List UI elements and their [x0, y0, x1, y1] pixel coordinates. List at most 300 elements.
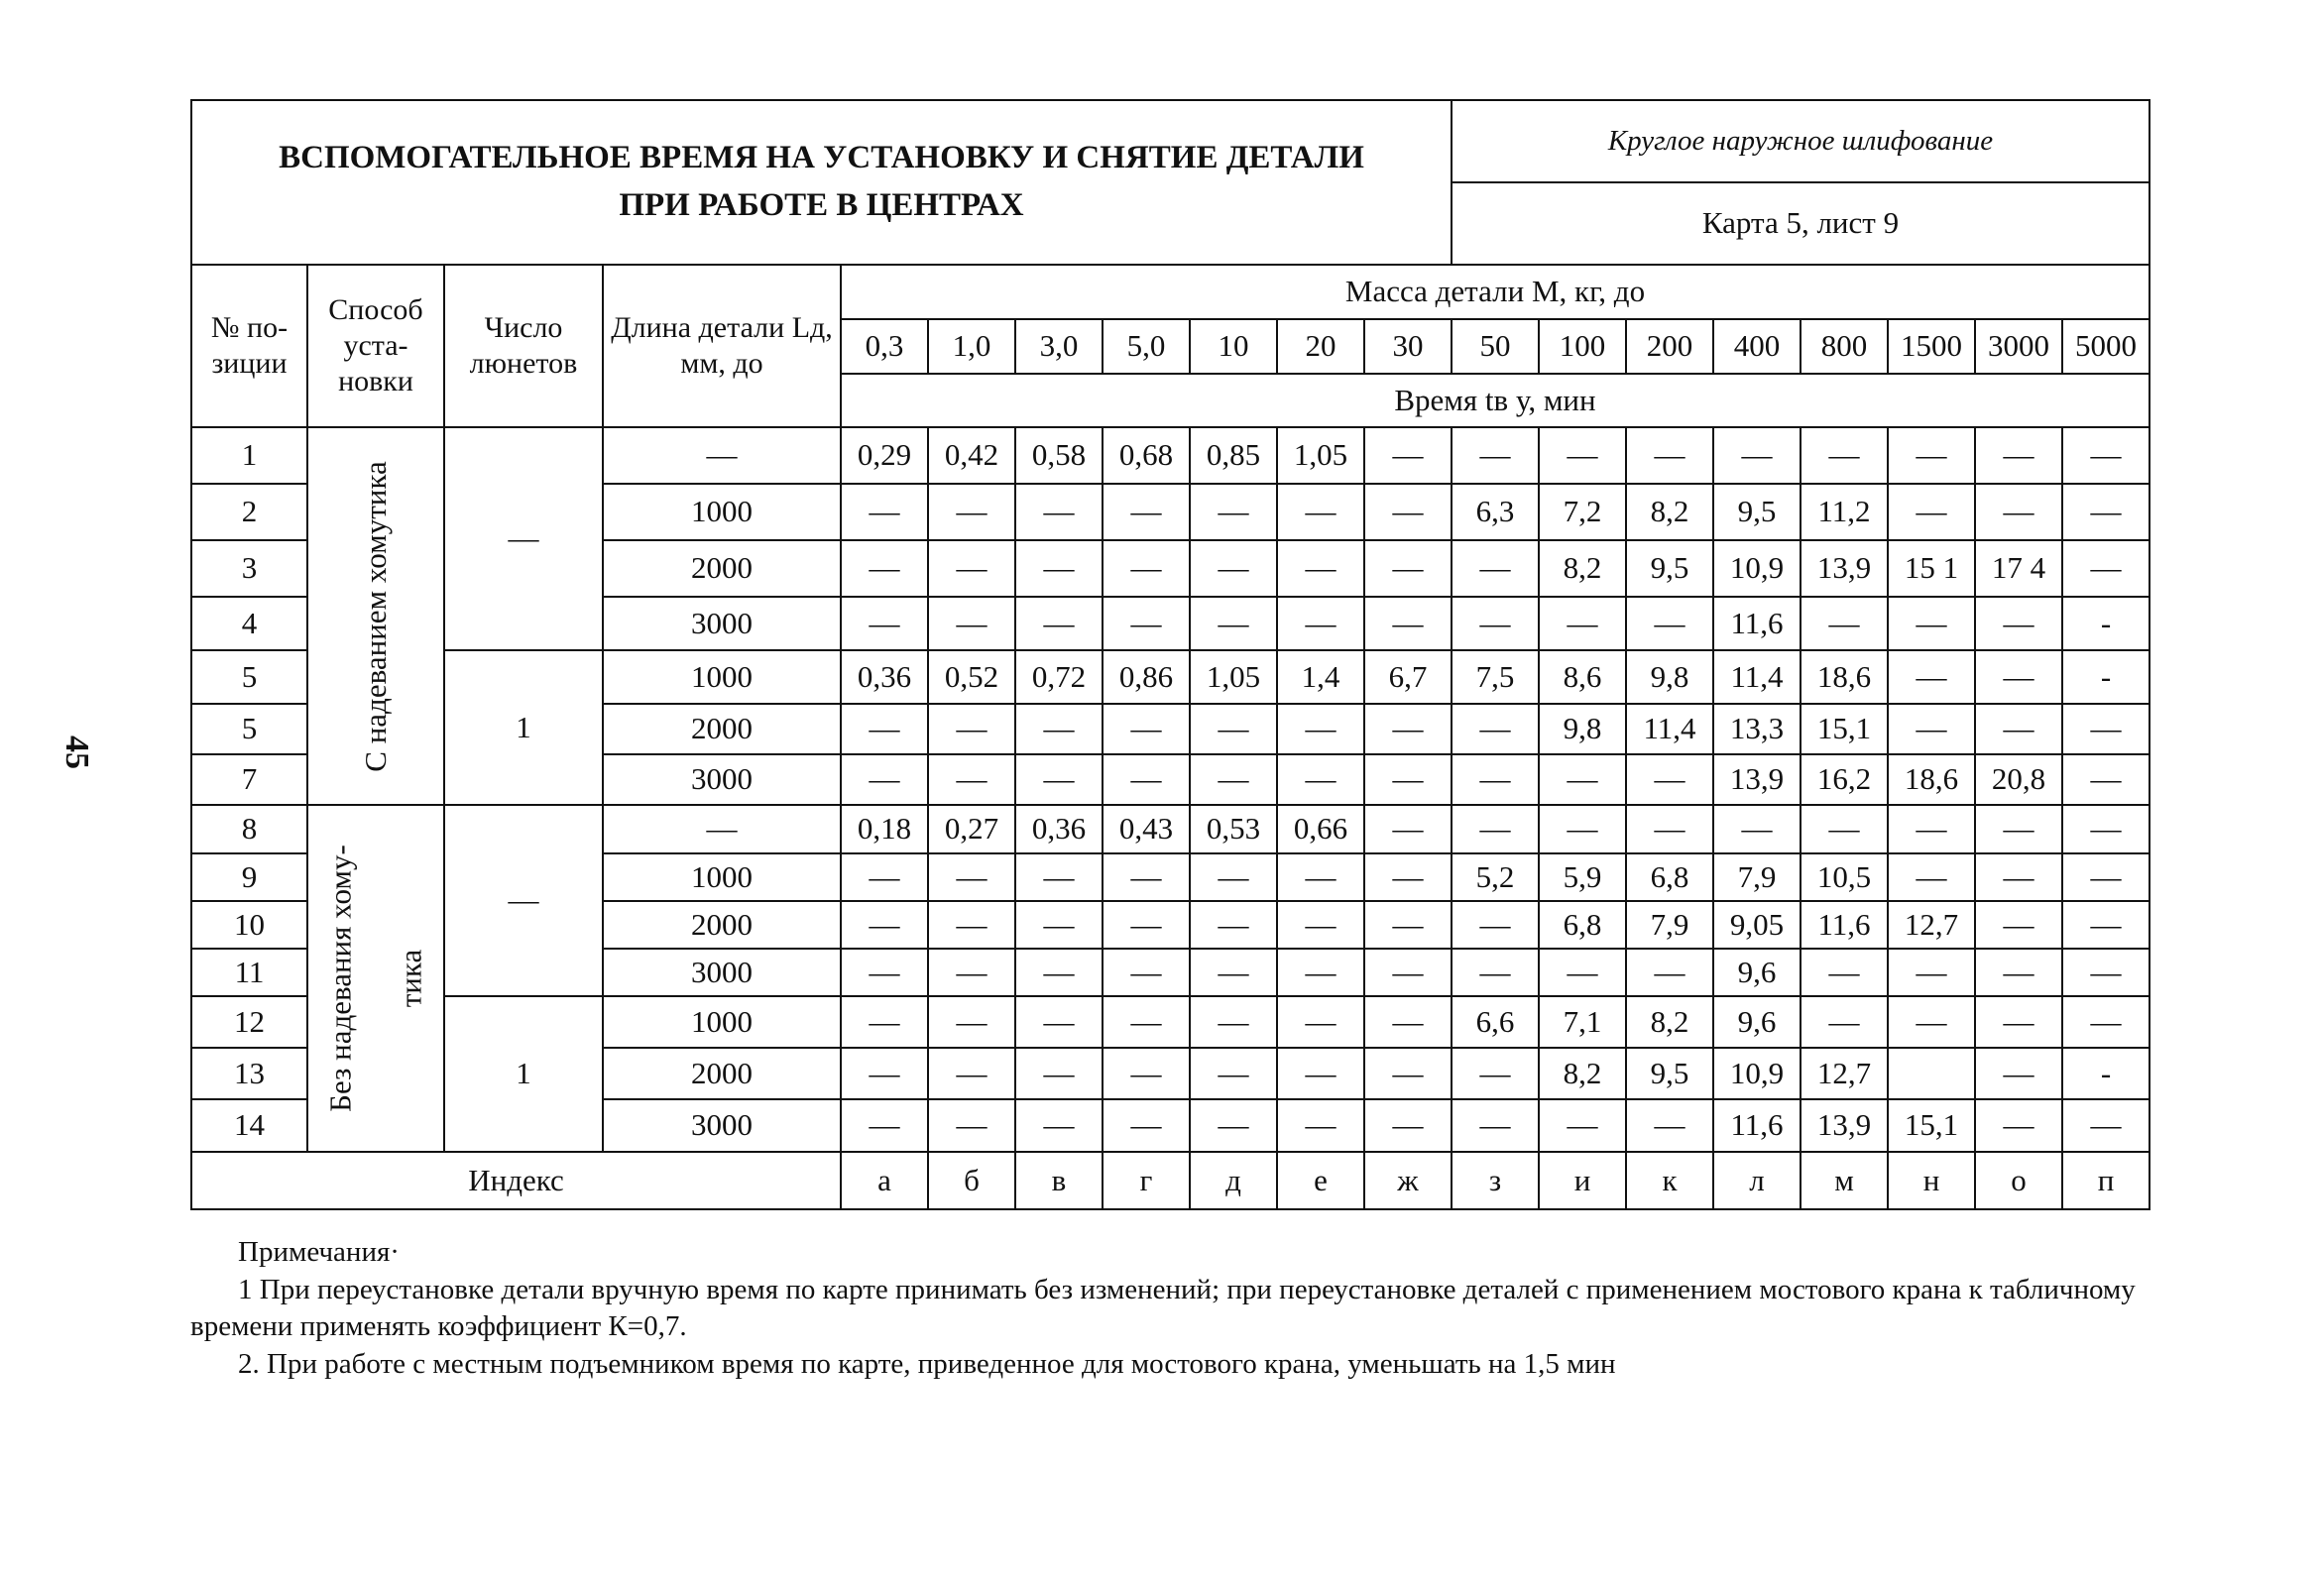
- time-value-cell: —: [1801, 949, 1888, 996]
- length-cell: —: [603, 805, 841, 853]
- position-cell: 12: [191, 996, 307, 1048]
- time-value-cell: —: [841, 853, 928, 901]
- card-number: Карта 5, лист 9: [1452, 182, 2150, 265]
- notes-title: Примечания·: [238, 1236, 400, 1268]
- time-value-cell: 0,52: [928, 650, 1015, 704]
- time-value-cell: —: [1015, 484, 1103, 540]
- time-value-cell: 0,58: [1015, 427, 1103, 484]
- time-value-cell: 0,66: [1277, 805, 1364, 853]
- time-value-cell: —: [1975, 597, 2062, 650]
- mass-value-header: 20: [1277, 319, 1364, 374]
- index-letter: и: [1539, 1152, 1626, 1209]
- length-cell: 2000: [603, 901, 841, 949]
- index-letter: е: [1277, 1152, 1364, 1209]
- time-value-cell: —: [1190, 1048, 1277, 1099]
- time-value-cell: 0,86: [1103, 650, 1190, 704]
- index-letter: д: [1190, 1152, 1277, 1209]
- time-value-cell: —: [1103, 1099, 1190, 1152]
- position-cell: 14: [191, 1099, 307, 1152]
- time-value-cell: —: [1015, 996, 1103, 1048]
- mass-value-header: 3,0: [1015, 319, 1103, 374]
- note-1: 1 При переустановке детали вручную время по карте принимать без изменений; при переустановке деталей с применением мостового крана к табличному времени применять коэффициент К=0,7.: [190, 1273, 2136, 1343]
- time-value-cell: -: [2062, 650, 2150, 704]
- length-cell: 1000: [603, 650, 841, 704]
- mass-value-header: 100: [1539, 319, 1626, 374]
- time-value-cell: [1888, 1048, 1975, 1099]
- length-cell: 2000: [603, 540, 841, 597]
- time-value-cell: —: [928, 1048, 1015, 1099]
- time-value-cell: —: [1015, 597, 1103, 650]
- length-cell: 3000: [603, 597, 841, 650]
- length-cell: 1000: [603, 484, 841, 540]
- title-line-2: ПРИ РАБОТЕ В ЦЕНТРАХ: [619, 187, 1024, 223]
- time-value-cell: —: [1364, 853, 1452, 901]
- time-value-cell: 8,2: [1626, 996, 1713, 1048]
- time-value-cell: —: [928, 901, 1015, 949]
- time-value-cell: —: [1975, 704, 2062, 754]
- mass-value-header: 800: [1801, 319, 1888, 374]
- title-line-1: ВСПОМОГАТЕЛЬНОЕ ВРЕМЯ НА УСТАНОВКУ И СНЯТИЕ ДЕТАЛИ: [279, 140, 1364, 176]
- time-value-cell: 12,7: [1888, 901, 1975, 949]
- time-value-cell: —: [1015, 901, 1103, 949]
- time-value-cell: —: [928, 949, 1015, 996]
- time-value-cell: 9,5: [1626, 1048, 1713, 1099]
- time-value-cell: —: [1975, 805, 2062, 853]
- steadies-cell: —: [444, 427, 603, 650]
- time-value-cell: —: [1103, 1048, 1190, 1099]
- time-value-cell: —: [928, 597, 1015, 650]
- index-letter: л: [1713, 1152, 1801, 1209]
- time-value-cell: —: [1015, 704, 1103, 754]
- index-letter: м: [1801, 1152, 1888, 1209]
- time-value-cell: —: [1539, 754, 1626, 805]
- time-value-cell: —: [1015, 949, 1103, 996]
- time-value-cell: —: [1277, 704, 1364, 754]
- time-value-cell: —: [1277, 853, 1364, 901]
- time-value-cell: —: [1975, 1099, 2062, 1152]
- time-value-cell: —: [1888, 484, 1975, 540]
- notes: [190, 1234, 2163, 1384]
- time-value-cell: —: [1888, 704, 1975, 754]
- time-value-cell: —: [1539, 1099, 1626, 1152]
- time-value-cell: —: [2062, 754, 2150, 805]
- time-value-cell: 7,5: [1452, 650, 1539, 704]
- time-value-cell: —: [1888, 949, 1975, 996]
- time-value-cell: 8,6: [1539, 650, 1626, 704]
- time-value-cell: 6,8: [1626, 853, 1713, 901]
- time-value-cell: —: [928, 484, 1015, 540]
- time-value-cell: —: [2062, 805, 2150, 853]
- time-value-cell: 1,05: [1190, 650, 1277, 704]
- time-value-cell: —: [1277, 754, 1364, 805]
- time-value-cell: —: [1364, 427, 1452, 484]
- time-value-cell: —: [1975, 901, 2062, 949]
- time-value-cell: —: [928, 704, 1015, 754]
- time-value-cell: —: [1103, 996, 1190, 1048]
- mass-value-header: 50: [1452, 319, 1539, 374]
- time-value-cell: —: [1452, 949, 1539, 996]
- position-cell: 4: [191, 597, 307, 650]
- index-letter: к: [1626, 1152, 1713, 1209]
- time-value-cell: —: [1277, 540, 1364, 597]
- time-value-cell: 0,18: [841, 805, 928, 853]
- time-value-cell: —: [1975, 996, 2062, 1048]
- time-value-cell: —: [1190, 901, 1277, 949]
- time-value-cell: —: [1888, 805, 1975, 853]
- index-letter: а: [841, 1152, 928, 1209]
- time-value-cell: —: [1452, 1099, 1539, 1152]
- time-value-cell: 15 1: [1888, 540, 1975, 597]
- time-value-cell: 9,8: [1539, 704, 1626, 754]
- auxiliary-time-table: [190, 99, 2150, 1210]
- position-cell: 13: [191, 1048, 307, 1099]
- time-value-cell: -: [2062, 1048, 2150, 1099]
- time-value-cell: —: [1277, 996, 1364, 1048]
- mass-value-header: 30: [1364, 319, 1452, 374]
- time-value-cell: 8,2: [1539, 540, 1626, 597]
- header-steadies: [444, 265, 603, 427]
- header-position: [191, 265, 307, 427]
- time-value-cell: 0,85: [1190, 427, 1277, 484]
- time-value-cell: 6,7: [1364, 650, 1452, 704]
- time-value-cell: 15,1: [1888, 1099, 1975, 1152]
- time-value-cell: 9,05: [1713, 901, 1801, 949]
- index-letter: г: [1103, 1152, 1190, 1209]
- time-value-cell: —: [1626, 805, 1713, 853]
- index-letter: о: [1975, 1152, 2062, 1209]
- time-value-cell: —: [1277, 1099, 1364, 1152]
- time-value-cell: —: [1364, 754, 1452, 805]
- time-value-cell: —: [841, 540, 928, 597]
- time-value-cell: —: [1015, 540, 1103, 597]
- time-value-cell: —: [841, 1099, 928, 1152]
- mass-value-header: 1500: [1888, 319, 1975, 374]
- time-value-cell: —: [841, 996, 928, 1048]
- time-value-cell: —: [1277, 597, 1364, 650]
- time-value-cell: 13,3: [1713, 704, 1801, 754]
- time-value-cell: —: [1452, 754, 1539, 805]
- time-value-cell: 12,7: [1801, 1048, 1888, 1099]
- table-title: [191, 100, 1452, 265]
- time-value-cell: —: [1103, 949, 1190, 996]
- time-value-cell: 0,43: [1103, 805, 1190, 853]
- time-value-cell: —: [1539, 805, 1626, 853]
- header-position-label: № по-зиции: [210, 311, 289, 380]
- time-value-cell: —: [1888, 427, 1975, 484]
- time-value-cell: —: [1015, 754, 1103, 805]
- mass-value-header: 400: [1713, 319, 1801, 374]
- index-letter: в: [1015, 1152, 1103, 1209]
- time-value-cell: —: [1626, 754, 1713, 805]
- time-value-cell: —: [928, 754, 1015, 805]
- table-row: [191, 650, 2150, 704]
- time-value-cell: —: [1975, 853, 2062, 901]
- time-value-cell: 0,53: [1190, 805, 1277, 853]
- time-value-cell: —: [1888, 650, 1975, 704]
- time-value-cell: —: [1452, 805, 1539, 853]
- header-length-label: Длина детали Lд, мм, до: [611, 311, 833, 380]
- time-value-cell: —: [1190, 949, 1277, 996]
- index-letter: п: [2062, 1152, 2150, 1209]
- time-value-cell: 0,68: [1103, 427, 1190, 484]
- mass-value-header: 0,3: [841, 319, 928, 374]
- note-2: 2. При работе с местным подъемником время по карте, приведенное для мостового крана, уменьшать на 1,5 мин: [238, 1348, 1616, 1381]
- time-value-cell: —: [1626, 949, 1713, 996]
- time-value-cell: 18,6: [1888, 754, 1975, 805]
- time-value-cell: 0,72: [1015, 650, 1103, 704]
- time-value-cell: —: [1452, 901, 1539, 949]
- header-length: [603, 265, 841, 427]
- time-value-cell: —: [2062, 484, 2150, 540]
- time-value-cell: 16,2: [1801, 754, 1888, 805]
- time-value-cell: 7,1: [1539, 996, 1626, 1048]
- time-value-cell: —: [1975, 1048, 2062, 1099]
- mass-value-header: 5000: [2062, 319, 2150, 374]
- time-value-cell: —: [928, 1099, 1015, 1152]
- time-value-cell: —: [1190, 597, 1277, 650]
- time-value-cell: —: [1539, 427, 1626, 484]
- header-time: Время tв у, мин: [841, 374, 2150, 427]
- length-cell: 3000: [603, 949, 841, 996]
- mass-value-header: 10: [1190, 319, 1277, 374]
- time-value-cell: —: [928, 853, 1015, 901]
- method-line-2: тика: [393, 949, 428, 1008]
- time-value-cell: —: [1190, 1099, 1277, 1152]
- time-value-cell: 0,42: [928, 427, 1015, 484]
- time-value-cell: —: [1975, 650, 2062, 704]
- time-value-cell: —: [841, 597, 928, 650]
- time-value-cell: -: [2062, 597, 2150, 650]
- time-value-cell: —: [2062, 996, 2150, 1048]
- time-value-cell: 10,9: [1713, 1048, 1801, 1099]
- length-cell: 1000: [603, 996, 841, 1048]
- table-row: [191, 805, 2150, 853]
- time-value-cell: —: [1190, 853, 1277, 901]
- time-value-cell: 7,9: [1626, 901, 1713, 949]
- time-value-cell: 10,9: [1713, 540, 1801, 597]
- steadies-cell: 1: [444, 650, 603, 805]
- time-value-cell: —: [1364, 901, 1452, 949]
- position-cell: 7: [191, 754, 307, 805]
- time-value-cell: —: [841, 704, 928, 754]
- length-cell: 3000: [603, 754, 841, 805]
- time-value-cell: 0,36: [841, 650, 928, 704]
- time-value-cell: 7,2: [1539, 484, 1626, 540]
- steadies-cell: —: [444, 805, 603, 996]
- method-line-1: Без надевания хому-: [322, 845, 358, 1112]
- method-label: [323, 845, 429, 1112]
- time-value-cell: —: [1888, 853, 1975, 901]
- time-value-cell: —: [841, 901, 928, 949]
- time-value-cell: 8,2: [1626, 484, 1713, 540]
- time-value-cell: —: [2062, 704, 2150, 754]
- time-value-cell: —: [1103, 540, 1190, 597]
- time-value-cell: —: [1975, 427, 2062, 484]
- time-value-cell: 6,8: [1539, 901, 1626, 949]
- time-value-cell: 11,4: [1626, 704, 1713, 754]
- time-value-cell: —: [1277, 901, 1364, 949]
- mass-value-header: 1,0: [928, 319, 1015, 374]
- mass-value-header: 200: [1626, 319, 1713, 374]
- time-value-cell: 7,9: [1713, 853, 1801, 901]
- position-cell: 8: [191, 805, 307, 853]
- time-value-cell: 9,8: [1626, 650, 1713, 704]
- time-value-cell: 11,4: [1713, 650, 1801, 704]
- time-value-cell: 10,5: [1801, 853, 1888, 901]
- time-value-cell: —: [1713, 427, 1801, 484]
- time-value-cell: —: [1364, 1099, 1452, 1152]
- index-letter: б: [928, 1152, 1015, 1209]
- time-value-cell: 9,6: [1713, 949, 1801, 996]
- time-value-cell: —: [1801, 805, 1888, 853]
- time-value-cell: —: [1277, 949, 1364, 996]
- time-value-cell: —: [1103, 754, 1190, 805]
- length-cell: 1000: [603, 853, 841, 901]
- position-cell: 1: [191, 427, 307, 484]
- time-value-cell: 13,9: [1801, 540, 1888, 597]
- time-value-cell: —: [1364, 540, 1452, 597]
- method-with-clamp: [307, 427, 444, 805]
- index-letter: з: [1452, 1152, 1539, 1209]
- time-value-cell: 13,9: [1713, 754, 1801, 805]
- time-value-cell: —: [1015, 853, 1103, 901]
- time-value-cell: —: [1364, 704, 1452, 754]
- time-value-cell: 6,6: [1452, 996, 1539, 1048]
- length-cell: —: [603, 427, 841, 484]
- time-value-cell: —: [1364, 805, 1452, 853]
- time-value-cell: —: [1539, 597, 1626, 650]
- time-value-cell: 1,4: [1277, 650, 1364, 704]
- time-value-cell: 5,9: [1539, 853, 1626, 901]
- header-method-label: Способ уста-новки: [328, 293, 423, 397]
- time-value-cell: 9,5: [1713, 484, 1801, 540]
- time-value-cell: —: [1364, 484, 1452, 540]
- time-value-cell: —: [1103, 484, 1190, 540]
- time-value-cell: —: [928, 540, 1015, 597]
- time-value-cell: —: [1364, 996, 1452, 1048]
- operation-name: Круглое наружное шлифование: [1452, 100, 2150, 182]
- time-value-cell: 0,29: [841, 427, 928, 484]
- time-value-cell: 13,9: [1801, 1099, 1888, 1152]
- length-cell: 2000: [603, 704, 841, 754]
- position-cell: 5: [191, 650, 307, 704]
- time-value-cell: 8,2: [1539, 1048, 1626, 1099]
- time-value-cell: —: [1364, 597, 1452, 650]
- time-value-cell: 5,2: [1452, 853, 1539, 901]
- position-cell: 2: [191, 484, 307, 540]
- time-value-cell: 6,3: [1452, 484, 1539, 540]
- time-value-cell: —: [1103, 597, 1190, 650]
- time-value-cell: —: [1539, 949, 1626, 996]
- table-row: [191, 427, 2150, 484]
- time-value-cell: —: [1452, 597, 1539, 650]
- time-value-cell: 0,36: [1015, 805, 1103, 853]
- time-value-cell: —: [1801, 427, 1888, 484]
- time-value-cell: 18,6: [1801, 650, 1888, 704]
- steadies-cell: 1: [444, 996, 603, 1152]
- time-value-cell: 11,6: [1713, 597, 1801, 650]
- time-value-cell: —: [1190, 540, 1277, 597]
- time-value-cell: —: [1713, 805, 1801, 853]
- time-value-cell: 20,8: [1975, 754, 2062, 805]
- time-value-cell: 0,27: [928, 805, 1015, 853]
- time-value-cell: 1,05: [1277, 427, 1364, 484]
- page-number: 45: [58, 735, 95, 769]
- time-value-cell: —: [1626, 1099, 1713, 1152]
- index-letter: ж: [1364, 1152, 1452, 1209]
- time-value-cell: 11,6: [1801, 901, 1888, 949]
- time-value-cell: —: [1975, 949, 2062, 996]
- time-value-cell: —: [928, 996, 1015, 1048]
- time-value-cell: —: [1975, 484, 2062, 540]
- index-letter: н: [1888, 1152, 1975, 1209]
- time-value-cell: —: [841, 949, 928, 996]
- table-row: [191, 1152, 2150, 1209]
- time-value-cell: 17 4: [1975, 540, 2062, 597]
- length-cell: 3000: [603, 1099, 841, 1152]
- length-cell: 2000: [603, 1048, 841, 1099]
- time-value-cell: —: [1888, 597, 1975, 650]
- table-row: [191, 996, 2150, 1048]
- time-value-cell: —: [1452, 1048, 1539, 1099]
- time-value-cell: —: [2062, 1099, 2150, 1152]
- time-value-cell: —: [841, 1048, 928, 1099]
- table-row: [191, 100, 2150, 182]
- time-value-cell: —: [2062, 901, 2150, 949]
- time-value-cell: —: [2062, 540, 2150, 597]
- time-value-cell: —: [1626, 597, 1713, 650]
- time-value-cell: —: [1626, 427, 1713, 484]
- time-value-cell: —: [1277, 484, 1364, 540]
- time-value-cell: —: [1801, 597, 1888, 650]
- index-label: Индекс: [191, 1152, 841, 1209]
- time-value-cell: —: [1364, 949, 1452, 996]
- position-cell: 11: [191, 949, 307, 996]
- time-value-cell: 11,6: [1713, 1099, 1801, 1152]
- time-value-cell: —: [1888, 996, 1975, 1048]
- position-cell: 10: [191, 901, 307, 949]
- time-value-cell: 15,1: [1801, 704, 1888, 754]
- time-value-cell: —: [841, 754, 928, 805]
- time-value-cell: —: [2062, 853, 2150, 901]
- position-cell: 3: [191, 540, 307, 597]
- header-method: [307, 265, 444, 427]
- time-value-cell: —: [1103, 853, 1190, 901]
- time-value-cell: 11,2: [1801, 484, 1888, 540]
- time-value-cell: —: [1103, 704, 1190, 754]
- time-value-cell: —: [1190, 484, 1277, 540]
- time-value-cell: —: [1452, 427, 1539, 484]
- time-value-cell: —: [1277, 1048, 1364, 1099]
- position-cell: 9: [191, 853, 307, 901]
- time-value-cell: —: [1190, 704, 1277, 754]
- mass-value-header: 5,0: [1103, 319, 1190, 374]
- time-value-cell: 9,5: [1626, 540, 1713, 597]
- header-steadies-label: Число люнетов: [469, 311, 578, 380]
- time-value-cell: —: [1452, 704, 1539, 754]
- time-value-cell: —: [1801, 996, 1888, 1048]
- table-row: [191, 265, 2150, 319]
- time-value-cell: 9,6: [1713, 996, 1801, 1048]
- method-label: С надеванием хомутика: [358, 460, 394, 772]
- time-value-cell: —: [2062, 427, 2150, 484]
- position-cell: 5: [191, 704, 307, 754]
- time-value-cell: —: [1452, 540, 1539, 597]
- time-value-cell: —: [2062, 949, 2150, 996]
- time-value-cell: —: [1015, 1048, 1103, 1099]
- time-value-cell: —: [1364, 1048, 1452, 1099]
- method-without-clamp: [307, 805, 444, 1152]
